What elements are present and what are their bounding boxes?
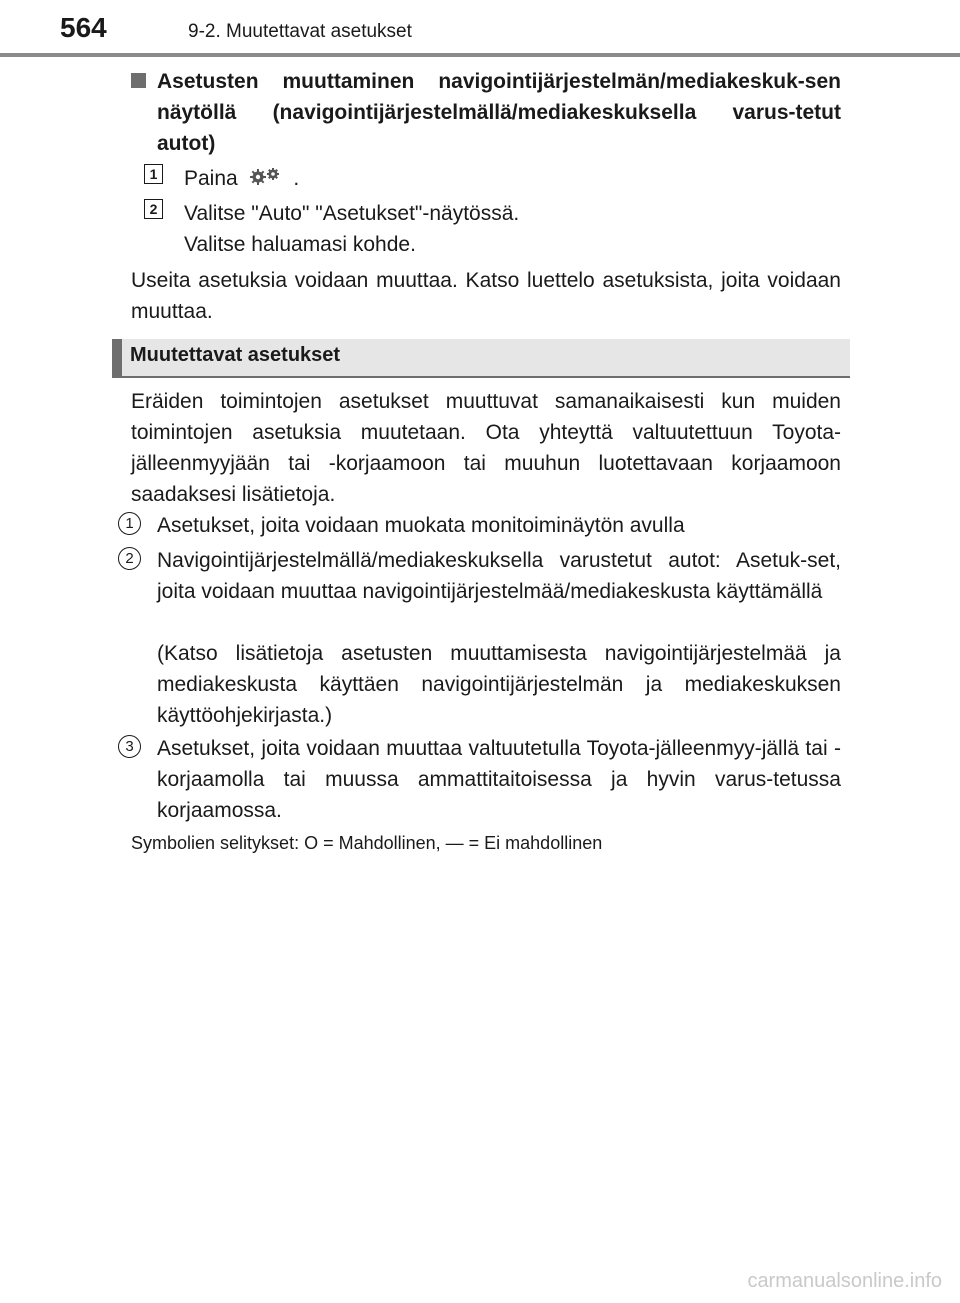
- item-number-3: 3: [118, 735, 141, 758]
- step-number-2: 2: [144, 199, 163, 219]
- settings-gears-icon: [248, 164, 284, 195]
- item-number-2: 2: [118, 547, 141, 570]
- step-2-line-2: Valitse haluamasi kohde.: [184, 233, 416, 256]
- watermark: carmanualsonline.info: [747, 1270, 942, 1292]
- page-header: [0, 0, 960, 60]
- section-title: Muutettavat asetukset: [130, 344, 341, 366]
- intro-heading: Asetusten muuttaminen navigointijärjestelmän/mediakeskuk-sen näytöllä (navigointijärjestelmällä/mediakeskuksella varus-tetut autot): [157, 70, 841, 155]
- step-1-text-before: Paina: [184, 167, 238, 190]
- section-heading-bar: [112, 339, 850, 378]
- item-1-text: Asetukset, joita voidaan muokata monitoiminäytön avulla: [157, 514, 685, 537]
- section-paragraph: Eräiden toimintojen asetukset muuttuvat samanaikaisesti kun muiden toimintojen asetuksia muutetaan. Ota yhteyttä valtuutettuun Toyota-jälleenmyyjään tai -korjaamoon tai muuhun luotettavaan korjaamoon saadaksesi lisätietoja.: [131, 390, 841, 506]
- step-2-line-1: Valitse "Auto" "Asetukset"-näytössä.: [184, 202, 520, 225]
- header-divider: [0, 53, 960, 57]
- item-2-text: Navigointijärjestelmällä/mediakeskuksella varustetut autot: Asetuk-set, joita voidaan muuttaa navigointijärjestelmää/mediakeskusta käyttämällä: [157, 549, 841, 603]
- item-3-text: Asetukset, joita voidaan muuttaa valtuutetulla Toyota-jälleenmyy-jällä tai -korjaamolla tai muussa ammattitaitoisessa ja hyvin varus-tetussa korjaamossa.: [157, 737, 841, 822]
- step-number-1: 1: [144, 164, 163, 184]
- step-1-text-after: .: [293, 167, 300, 190]
- intro-paragraph: Useita asetuksia voidaan muuttaa. Katso luettelo asetuksista, joita voidaan muuttaa.: [131, 269, 841, 323]
- square-bullet-icon: [131, 73, 146, 88]
- section-label: 9-2. Muutettavat asetukset: [188, 21, 412, 42]
- step-1-text: [184, 163, 299, 195]
- item-2-note: (Katso lisätietoja asetusten muuttamisesta navigointijärjestelmää ja mediakeskusta käyttäen navigointijärjestelmän ja mediakeskuksen käyttöohjekirjasta.): [157, 642, 841, 727]
- item-number-1: 1: [118, 512, 141, 535]
- symbol-legend: Symbolien selitykset: O = Mahdollinen, — = Ei mahdollinen: [131, 833, 603, 853]
- section-heading-accent: [112, 339, 122, 376]
- page-number: 564: [60, 12, 107, 43]
